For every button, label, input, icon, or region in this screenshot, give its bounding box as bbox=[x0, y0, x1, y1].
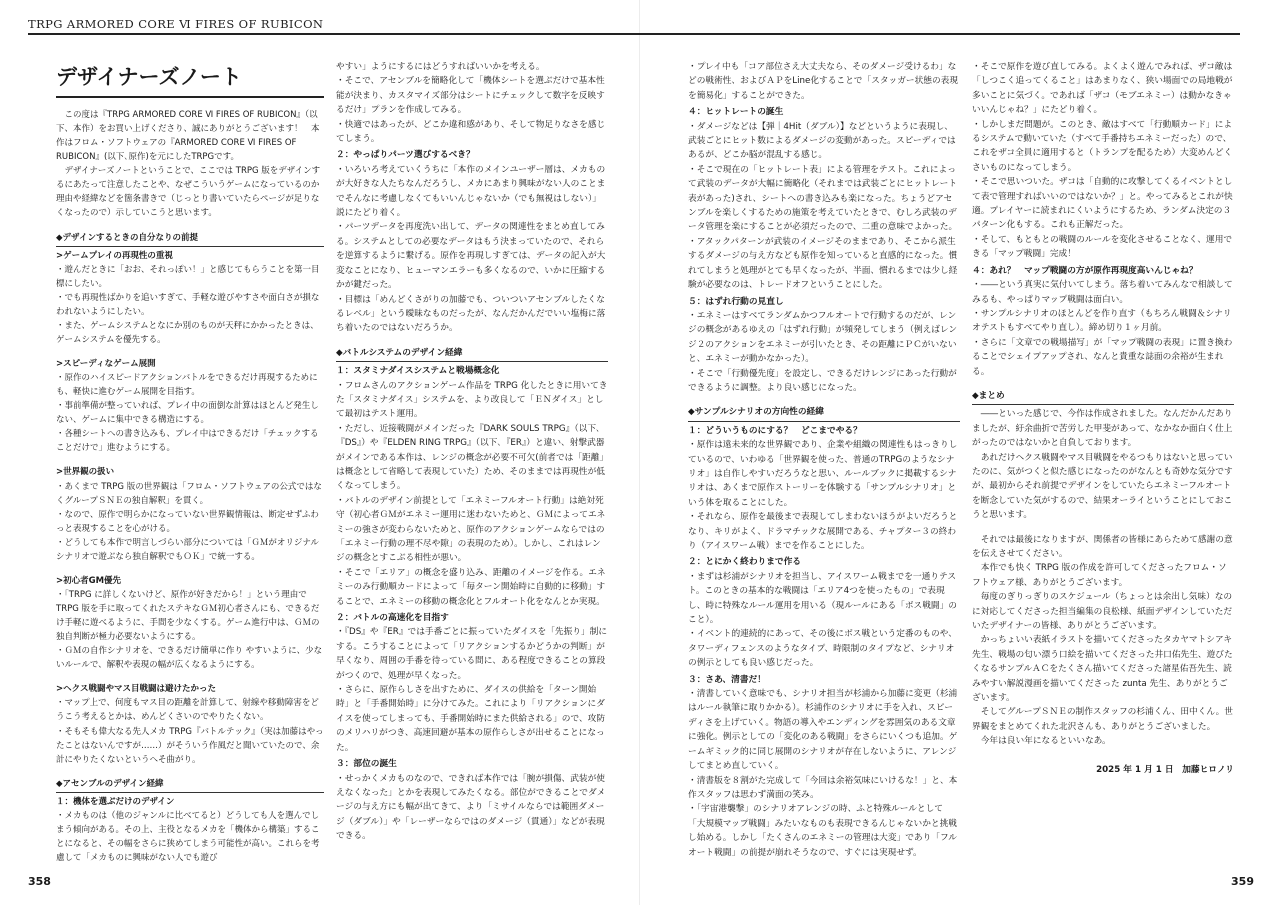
sub-heading: ２：とにかく終わりまで作る bbox=[688, 557, 801, 568]
body-paragraph: ・原作は遠未来的な世界観であり、企業や組織の関連性もはっきりしているので、いわゆる「世界観を使った、普通のTRPGのようなシナリオ」は自作しやすいだろうなと思い、ルールブックに掲載するシナリオは、あくまで原作ストーリーを体験する「サンプルシナリオ」という体を取ることにした。 ・それなら、原作を最後まで表現してしまわないほうがよいだろうとなり、キリがよく、ドラマチックな展開である、チャプター３の終わり（アイスワーム戦）までを作ることにした。 bbox=[688, 440, 958, 551]
sub-heading: ３：さあ、清書だ！ bbox=[688, 674, 766, 685]
section-heading: ◆アセンブルのデザイン経緯 bbox=[56, 777, 324, 793]
body-paragraph: ・エネミーはすべてランダムかつフルオートで行動するのだが、レンジの概念があるゆえの「はずれ行動」が頻発してしまう（例えばレンジ２のアクションをエネミーが引いたとき、その距離にＰＣがいないと、エネミーが動かなかった）。 ・そこで「行動優先度」を設定し、できるだけレンジにあった行動ができるように調整。より良い感じになった。 bbox=[688, 310, 958, 393]
intro-paragraph: この度は『TRPG ARMORED CORE Ⅵ FIRES OF RUBICON』（以下、本作）をお買い上げくださり、誠にありがとうございます！ 本作はフロム・ソフトウェアの『ARMORED CORE Ⅵ FIRES OF RUBICON』(以下､原作)を元にしたTRPGです。 bbox=[56, 110, 320, 163]
body-paragraph: ・『DS』や『ER』では手番ごとに振っていたダイスを「先振り」制にする。こうすることによって「リアクションするかどうかの判断」が早くなり、周囲の手番を待っている間に、ある程度できることの算段がつくので、処理が早くなった。 ・さらに、原作らしさを出すために、ダイスの供給を「ターン開始時」と「手番開始時」に分けてみた。これにより「リアクションにダイスを使ってしまっても、手番開始時にまた供給される」ので、攻防のメリハリがつき、高速回避が基本の原作らしさが出せることになった。 bbox=[336, 627, 608, 753]
body-paragraph: ・フロムさんのアクションゲーム作品を TRPG 化したときに用いてきた「スタミナダイス」システムを、より改良して「ＥＮダイス」として最初はテスト運用。 ・ただし、近接戦闘がメインだった『DARK SOULS TRPG』（以下､『DS』）や『ELDEN RING TRPG』（以下､『ER』）と違い、射撃武器がメインである本作は、レンジの概念が必要不可欠(前者では「距離」は概念として省略して表現していた）ため、そのままでは再現性が低くなってしまう。 ・バトルのデザイン前提として「エネミーフルオート行動」は絶対死守（初心者ＧＭがエネミー運用に迷わないためと、ＧＭによってエネミーの強さが変わらないためと、原作のアクションゲームならではの「エネミー行動の理不尽や隙」の表現のため）。しかし、これはレンジの概念とすこぶる相性が悪い。 ・そこで「エリア」の概念を盛り込み、距離のイメージを作る。エネミーのみ行動順カードによって「毎ターン開始時に自動的に移動」することで、エネミーの移動の概念化とフルオート化をなんとか実現。 bbox=[336, 380, 608, 607]
body-paragraph: ・プレイ中も「コア部位さえ大丈夫なら、そのダメージ受けるわ」などの戦術性、およびＡＰをLine化することで「スタッガー状態の表現を簡易化」することができた。 bbox=[688, 62, 959, 101]
column-2 bbox=[336, 60, 608, 844]
sub-heading: １：機体を選ぶだけのデザイン bbox=[56, 796, 175, 807]
header-rule bbox=[640, 33, 1240, 35]
author-signature: 2025 年 1 月 1 日 加藤ヒロノリ bbox=[1096, 764, 1234, 775]
body-paragraph: ・いろいろ考えていくうちに「本作のメインユーザー層は、メカものが大好きな人たちなんだろうし、メカにあまり興味がない人のことまでそんなに考慮しなくてもいいんじゃないか（でも無視はしない）」説にたどり着く。 ・パーツデータを再度洗い出して、データの関連性をまとめ直してみる。システムとしての必要なデータはもう決まっていたので、それらを逆算するように繋げる。原作を再現しすぎては、データの記入が大変なことになり、ヒューマンエラーも多くなるので、いかに圧縮するかが鍵だった。 ・目標は「めんどくさがりの加藤でも、ついついアセンブルしたくなるレベル」という曖昧なものだったが、なんだかんだでいい塩梅に落ち着いたのではないだろうか。 bbox=[336, 164, 606, 334]
body-paragraph: やすい」ようにするにはどうすればいいかを考える。 ・そこで、アセンブルを簡略化して「機体シートを選ぶだけで基本性能が決まり、カスタマイズ部分はシートにチェックして数字を反映するだけ」プランを作成してみる。 ・快適ではあったが、どこか違和感があり、そして物足りなさを感じてしまう。 bbox=[336, 62, 606, 145]
body-paragraph: ・ダメージなどは【弾｜4Hit（ダブル）】などというように表現し、武装ごとにヒット数によるダメージの変動があった。スピーディではあるが、どこか脳が混乱する感じ。 ・そこで現在の「ヒットレート表」による管理をテスト。これによって武装のデータが大幅に簡略化（それまでは武装ごとにヒットレート表があった)され、シートへの書き込みも楽になった。ちょうどアセンブルを楽しくするための施策を考えていたときで、むしろ武装のデータ管理を楽にすることが必須だったので、二重の意味でよかった。 ・アタックパターンが武装のイメージそのままであり、そこから派生するダメージの与え方なども原作を知っていると直感的になった。慣れてしまうと処理がとても早くなったが、半面、慣れるまでは少し経験が必要なのは、トレードオフということにした。 bbox=[688, 121, 958, 291]
paragraph-gap bbox=[972, 523, 1234, 533]
sub-heading: ４：ヒットレートの誕生 bbox=[688, 107, 784, 118]
sub-heading: ５：はずれ行動の見直し bbox=[688, 296, 784, 307]
sub-heading: １：スタミナダイスシステムと戦場概念化 bbox=[336, 366, 500, 377]
page-number: 359 bbox=[1231, 875, 1254, 888]
column-1 bbox=[56, 60, 324, 865]
body-paragraph: ・あくまで TRPG 版の世界観は「フロム・ソフトウェアの公式ではなくグループＳＮＥの独自解釈」を貫く。 ・なので、原作で明らかになっていない世界観情報は、断定せずふわっと表現することを心がける。 ・どうしても本作で明言しづらい部分については「ＧＭがオリジナルシナリオで遊ぶなら独自解釈でもＯＫ」で統一する。 bbox=[56, 481, 322, 562]
body-paragraph: ・「TRPG に詳しくないけど、原作が好きだから！」という理由で TRPG 版を手に取ってくれたステキなＧＭ初心者さんにも、できるだけ手軽に遊べるように、手間を少なくする。ゲーム進行中は、ＧＭの独自判断が極力必要ないようにする。 ・ＧＭの自作シナリオを、できるだけ簡単に作り やすいように、少ないルールで、解釈や表現の幅が広くなるようにする。 bbox=[56, 589, 323, 671]
page-number: 358 bbox=[28, 875, 51, 888]
header-rule bbox=[28, 33, 640, 35]
intro-paragraph: デザイナーズノートということで、ここでは TRPG 版をデザインするにあたって注意したことや、なぜこういうゲームになっているのか理由や経緯などを箇条書きで（じっとり書いていたらページが足りなくなったので）示していこうと思います。 bbox=[56, 166, 321, 219]
body-paragraph: ・メカものは（他のジャンルに比べてると）どうしても人を選んでしまう傾向がある。その上、主役となるメカを「機体から構築」することになると、その幅をさらに狭めてしまう可能性が高い。これらを考慮して「メカものに興味がない人でも遊び bbox=[56, 810, 320, 863]
sub-heading: >スピーディなゲーム展開 bbox=[56, 359, 156, 369]
body-paragraph: ・――という真実に気付いてしまう。落ち着いてみんなで相談してみるも、やっぱりマップ戦闘は面白い。 ・サンプルシナリオのほとんどを作り直す（もちろん戦闘＆シナリオテストもすべてやり直し）。締め切り１ヶ月前。 ・さらに「文章での戦場描写」が「マップ戦闘の表現」に置き換わることでシェイプアップされ、なんと貴重な誌面の余裕が生まれる。 bbox=[972, 280, 1233, 377]
body-paragraph: ・マップ上で、何度もマス目の距離を計算して、射線や移動障害をどうこう考えるとかは、めんどくさいのでやりたくない。 ・そもそも偉大なる先人メカ TRPG『バトルテック』（実は加藤はやったことはないんですが……）がそういう作風だと聞いていたので、余計にやりたくないというへそ曲がり。 bbox=[56, 698, 324, 765]
sub-heading: >初心者GM優先 bbox=[56, 575, 122, 586]
body-paragraph: ・清書していく意味でも、シナリオ担当が杉浦から加藤に変更（杉浦はルール執筆に取りかかる）。杉浦作のシナリオに手を入れ、スピーディさを上げていく。物語の導入やエンディングを雰囲気のある文章に強化。例示としての「変化のある戦闘」をさらにいくつも追加。ゲームギミック的に同じ展開のシナリオが存在しないように、アレンジしてまとめ直していく。 ・清書版を８割がた完成して「今回は余裕気味にいけるな！」と、本作スタッフは思わず満面の笑み。 ・「宇宙港襲撃」のシナリオアレンジの時、ふと特殊ルールとして「大規模マップ戦闘」みたいなものも表現できるんじゃないかと挑戦し始める。しかし「たくさんのエネミーの管理は大変」であり「フルオート戦闘」の前提が崩れそうなので、すぐには実現せず。 bbox=[688, 689, 958, 858]
section-heading: ◆バトルシステムのデザイン経緯 bbox=[336, 346, 608, 362]
body-paragraph: ・そこで原作を遊び直してみる。よくよく遊んでみれば、ザコ敵は「しつこく追ってくること」はあまりなく、狭い場面での局地戦が多いことに気づく。であれば「ザコ（モブエネミー）は動かなきゃいいんじゃね？」にたどり着く。 ・しかしまだ問題が。このとき、敵はすべて「行動順カード」によるシステムで動いていた（すべて手番持ちエネミーだった）ので、これをザコ全員に適用すると（トランプを配るため）大変めんどくさいものになってしまう。 ・そこで思いついた。ザコは「自動的に攻撃してくるイベントとして表で管理すればいいのではないか？」と。やってみるとこれが快適。プレイヤーに読まれにくいようにするため、ランダム決定の３パターン化もする。これも正解だった。 ・そして、もともとの戦闘のルールを変化させることなく、運用できる「マップ戦闘」完成！ bbox=[972, 62, 1233, 260]
body-paragraph: ・原作のハイスピードアクションバトルをできるだけ再現するためにも、軽快に進むゲーム展開を目指す。 ・事前準備が整っていれば、プレイ中の面倒な計算はほとんど発生しない、ゲームに集中できる構造にする。 ・各種シートへの書き込みも、プレイ中はできるだけ「チェックすることだけで」進むようにする。 bbox=[56, 373, 319, 454]
sub-heading: ３：部位の誕生 bbox=[336, 759, 397, 770]
column-4 bbox=[972, 60, 1234, 777]
sub-heading: ２：やっぱりパーツ選びするべき？ bbox=[336, 150, 475, 161]
body-paragraph: ・遊んだときに「おお、それっぽい！」と感じてもらうことを第一目標にしたい。 ・でも再現性ばかりを追いすぎて、手軽な遊びやすさや面白さが損なわれないようにしたい。 ・また、ゲームシステムとなにか別のものが天秤にかかったときは、ゲームシステムを優先する。 bbox=[56, 264, 320, 345]
body-paragraph: ・まずは杉浦がシナリオを担当し、アイスワーム戦までを一通りテスト。このときの基本的な戦闘は「エリア4つを使ったもの」で表現し、時に特殊なルール運用を用いる（現ルールにある「ボス戦闘」のこと）。 ・イベント的連続的にあって、その後にボス戦という定番のものや、タワーディフェンスのようなタイプ、時限制のタイプなど、シナリオの例示としても良い感じだった。 bbox=[688, 571, 957, 669]
article-title: デザイナーズノート bbox=[56, 65, 242, 89]
running-header: TRPG ARMORED CORE Ⅵ FIRES OF RUBICON bbox=[28, 17, 324, 31]
sub-heading: >ゲームプレイの再現性の重視 bbox=[56, 250, 173, 261]
column-3 bbox=[688, 60, 960, 860]
sub-heading: ２：バトルの高速化を目指す bbox=[336, 613, 449, 624]
body-paragraph: ――といった感じで、今作は作成されました。なんだかんだありましたが、紆余曲折で苦労した甲斐があって、なかなか面白く仕上がったのではないかと自負しております。 あれだけヘクス戦闘やマス目戦闘をやるつもりはないと思っていたのに、気がつくと似た感じになったのがなんとも奇妙な気分ですが、最初からそれ前提でデザインをしていたらエネミーフルオートを断念していた気がするので、結果オーライということにしておこうと思います。 bbox=[972, 409, 1233, 521]
sub-heading: １：どういうものにする？ どこまでやる？ bbox=[688, 425, 862, 436]
section-heading: ◆デザインするときの自分なりの前提 bbox=[56, 231, 324, 247]
right-page bbox=[640, 0, 1280, 905]
sub-heading: ４：あれ？ マップ戦闘の方が原作再現度高いんじゃね？ bbox=[972, 265, 1198, 276]
sub-heading: >世界観の扱い bbox=[56, 467, 115, 478]
section-heading: ◆サンプルシナリオの方向性の経緯 bbox=[688, 405, 960, 421]
sub-heading: >ヘクス戦闘やマス目戦闘は避けたかった bbox=[56, 684, 217, 695]
body-paragraph: それでは最後になりますが、関係者の皆様にあらためて感謝の意を伝えさせてください。 本作でも快く TRPG 版の作成を許可してくださったフロム・ソフトウェア様、ありがとうございます。 毎度のぎりっぎりのスケジュール（ちょっとは余出し気味）なのに対応してくださった担当編集の良松様、紙面デザインしていただいたデザイナーの皆様、ありがとうございます。 かっちょいい表紙イラストを描いてくださったタカヤマトシアキ先生、戦場の匂い漂う口絵を描いてくださった井口佑先生、遊びたくなるサンプルＡＣをたくさん描いてくださった諸星佑吾先生、読みやすい解説漫画を描いてくださった zunta 先生、ありがとうございます。 そしてグループＳＮＥの制作スタッフの杉浦くん、田中くん。世界観をまとめてくれた北沢さんも、ありがとうございました。 今年は良い年になるといいなあ。 bbox=[972, 534, 1233, 747]
body-paragraph: ・せっかくメカものなので、できれば本作では「腕が損傷、武装が使えなくなった」とかを表現してみたくなる。部位ができることでダメージの与え方にも幅が出てきて、より「ミサイルならでは範囲ダメージ（ダブル）」や「レーザーならではのダメージ（貫通）」などが表現できる。 bbox=[336, 773, 606, 842]
title-rule bbox=[56, 96, 324, 98]
section-heading: ◆まとめ bbox=[972, 389, 1234, 405]
